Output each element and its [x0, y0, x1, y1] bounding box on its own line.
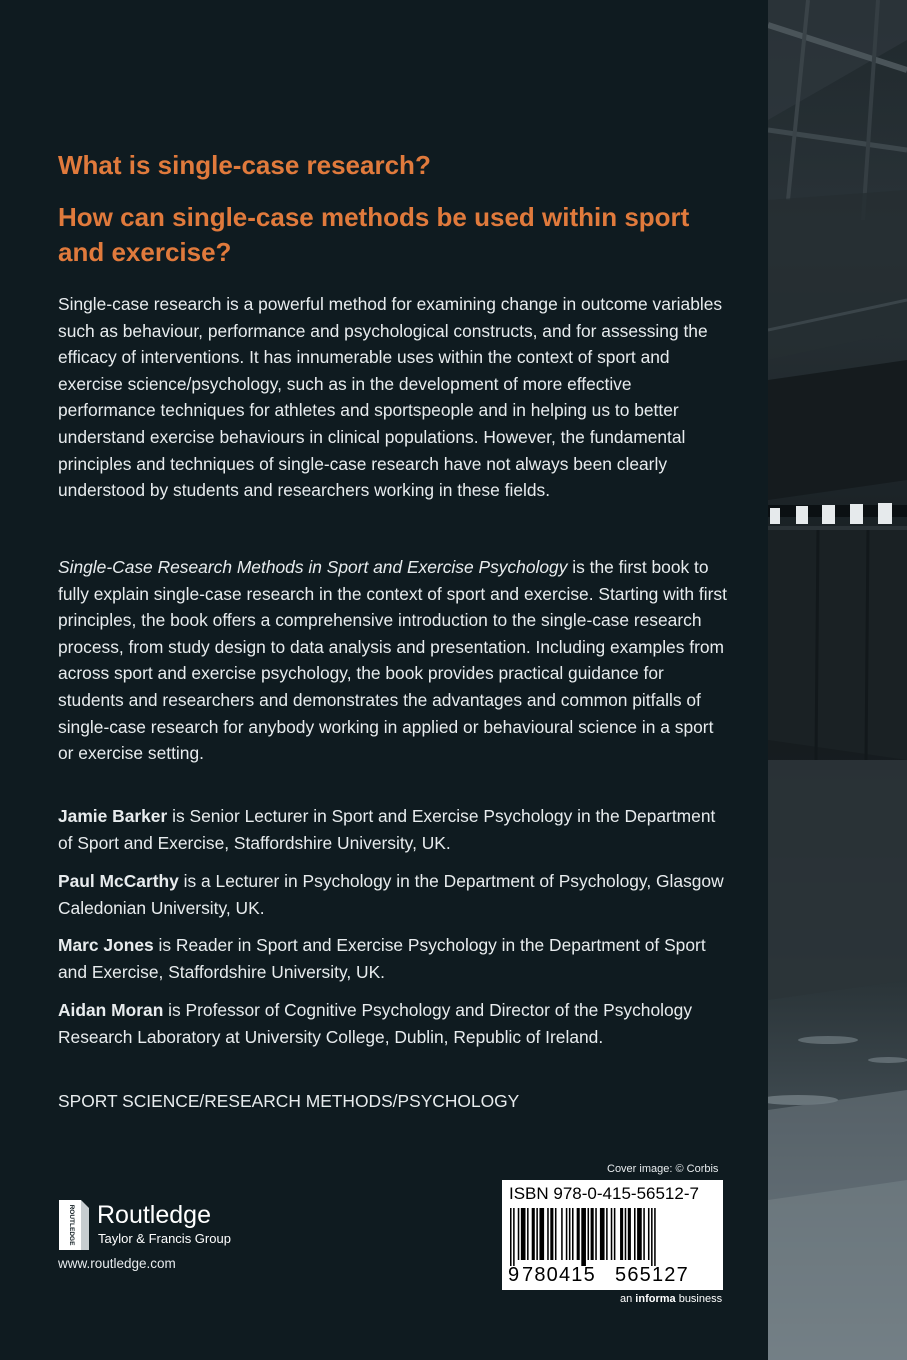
author-bio-text: is Senior Lecturer in Sport and Exercise Psychology in the Department of Sport and Exercise, Staffordshire University, UK.: [58, 806, 716, 853]
author-name: Paul McCarthy: [58, 871, 179, 891]
publisher-group: Taylor & Francis Group: [98, 1231, 231, 1246]
author-bio-text: is a Lecturer in Psychology in the Department of Psychology, Glasgow Caledonian University, UK.: [58, 871, 724, 918]
cover-credit: Cover image: © Corbis: [607, 1163, 719, 1175]
author-bio-text: is Professor of Cognitive Psychology and Director of the Psychology Research Laboratory at University College, Dublin, Republic of Ireland.: [58, 1000, 693, 1047]
barcode-bar: [539, 1208, 544, 1260]
barcode-bar: [555, 1208, 557, 1260]
publisher-website[interactable]: www.routledge.com: [58, 1256, 176, 1271]
barcode-bar: [536, 1208, 538, 1260]
description-paragraph-1: Single-case research is a powerful method for examining change in outcome variables such as behaviour, performance and psychological constructs, and for assessing the efficacy of interventions. It has innumerable uses within the context of sport and exercise science/psychology, such as in the development of more effective performance techniques for athletes and sportspeople and in helping us to better understand exercise behaviours in clinical populations. However, the fundamental principles and techniques of single-case research have not always been clearly understood by students and researchers working in these fields.: [58, 294, 723, 501]
barcode-bar: [614, 1208, 616, 1260]
barcode-digits-right: 565127: [615, 1264, 689, 1286]
barcode-digits-left: 780415: [522, 1264, 596, 1286]
barcode-bar: [518, 1208, 520, 1260]
barcode-bar: [577, 1208, 580, 1260]
isbn-barcode-box: [502, 1180, 723, 1290]
barcode-bar: [513, 1208, 515, 1266]
barcode-bar: [532, 1208, 535, 1260]
barcode-bar: [628, 1208, 631, 1260]
routledge-mark-icon: [56, 1200, 90, 1250]
barcode-bar: [643, 1208, 645, 1260]
barcode-bar: [547, 1208, 549, 1260]
barcode-bar: [606, 1208, 608, 1260]
description-paragraph-2: [58, 554, 730, 767]
isbn-label: ISBN 978-0-415-56512-7: [509, 1184, 699, 1203]
subject-category: SPORT SCIENCE/RESEARCH METHODS/PSYCHOLOGY: [58, 1091, 520, 1111]
stadium-photo: [768, 0, 907, 1360]
barcode-bar: [651, 1208, 653, 1266]
barcode-bar: [654, 1208, 656, 1266]
author-bio: [58, 997, 730, 1050]
barcode-bar: [572, 1208, 574, 1260]
barcode-bar: [527, 1208, 529, 1260]
barcode-bar: [634, 1208, 636, 1260]
barcode: [510, 1208, 716, 1266]
author-name: Jamie Barker: [58, 806, 168, 826]
informa-business-note: [620, 1292, 722, 1306]
author-bio: [58, 803, 730, 856]
author-name: Aidan Moran: [58, 1000, 164, 1020]
informa-prefix: an: [620, 1293, 636, 1305]
barcode-bar: [569, 1208, 571, 1260]
barcode-bar: [625, 1208, 627, 1260]
paragraph-2-text: is the first book to fully explain single-case research in the context of sport and exercise. Starting with first principles, the book offers a comprehensive introduction to the single-case research process, from study design to data analysis and presentation. Including examples from across sport and exercise psychology, the book provides practical guidance for students and researchers and demonstrates the advantages and common pitfalls of single-case research for anybody working in applied or behavioural science in a sport or exercise setting.: [58, 557, 727, 764]
barcode-digit-prefix: 9: [508, 1264, 520, 1286]
informa-brand: informa: [635, 1293, 676, 1305]
barcode-bar: [588, 1208, 590, 1260]
routledge-logo: [56, 1198, 246, 1254]
barcode-bar: [648, 1208, 650, 1260]
barcode-bar: [510, 1208, 512, 1266]
barcode-bar: [581, 1208, 586, 1266]
barcode-bar: [550, 1208, 553, 1260]
publisher-name: Routledge: [97, 1201, 211, 1229]
barcode-bar: [561, 1208, 563, 1260]
barcode-bar: [637, 1208, 642, 1260]
barcode-bar: [611, 1208, 613, 1260]
informa-suffix: business: [675, 1293, 723, 1305]
barcode-bar: [591, 1208, 594, 1260]
barcode-bar: [620, 1208, 623, 1260]
author-bio: [58, 932, 730, 985]
barcode-bar: [521, 1208, 526, 1260]
barcode-bar: [595, 1208, 597, 1260]
author-name: Marc Jones: [58, 935, 154, 955]
barcode-bar: [566, 1208, 568, 1260]
cover-photo-strip: [768, 0, 907, 1360]
heading-question-1: What is single-case research?: [58, 150, 431, 180]
heading-question-2: How can single-case methods be used within sport and exercise?: [58, 202, 690, 267]
barcode-bar: [600, 1208, 605, 1260]
author-bio-text: is Reader in Sport and Exercise Psychology in the Department of Sport and Exercise, Staffordshire University, UK.: [58, 935, 706, 982]
author-bio: [58, 868, 730, 921]
book-title: Single-Case Research Methods in Sport and Exercise Psychology: [58, 557, 568, 577]
logo-mark-text: ROUTLEDGE: [68, 1204, 75, 1246]
